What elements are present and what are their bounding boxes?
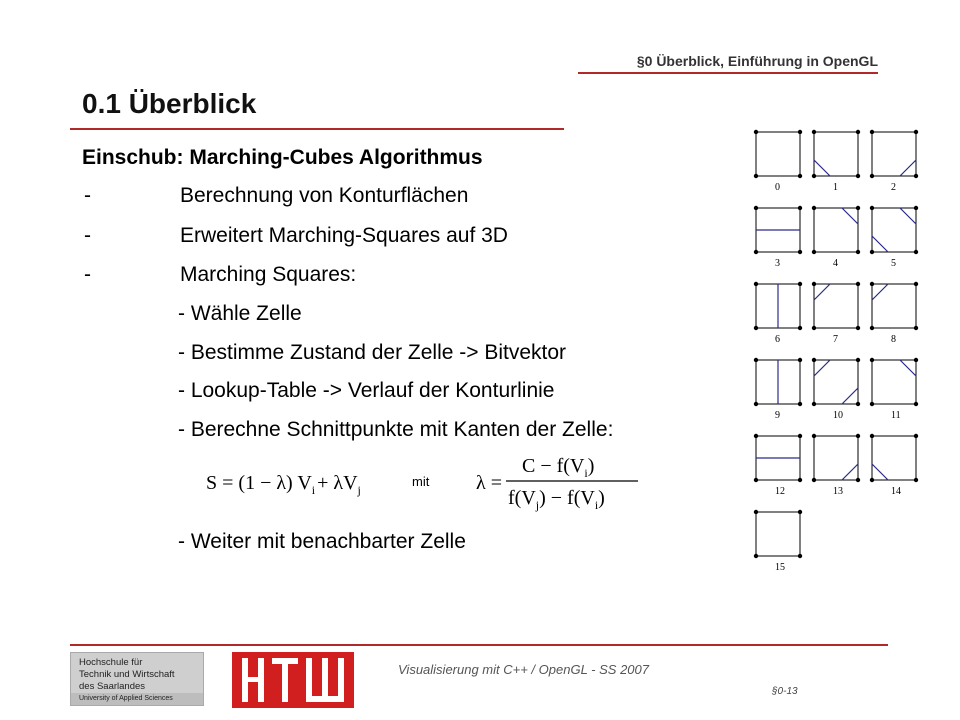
cell-vertex — [856, 326, 860, 330]
cell-vertex — [870, 174, 874, 178]
cell-vertex — [754, 358, 758, 362]
cell-vertex — [754, 174, 758, 178]
cell-square — [872, 208, 916, 252]
cell-label: 10 — [833, 410, 843, 421]
cell-vertex — [812, 478, 816, 482]
cell-label: 5 — [891, 258, 896, 269]
contour-line — [842, 464, 858, 480]
cell-vertex — [754, 282, 758, 286]
cell-case-8 — [870, 282, 918, 345]
logo-line: des Saarlandes — [79, 681, 146, 692]
cell-case-1 — [812, 130, 860, 193]
slide-title: 0.1 Überblick — [82, 88, 257, 119]
cell-label: 8 — [891, 334, 896, 345]
formula-lambda: λ = — [476, 472, 502, 494]
sub-item: - Weiter mit benachbarter Zelle — [178, 530, 466, 553]
cell-vertex — [914, 130, 918, 134]
cell-case-10 — [812, 358, 860, 421]
cell-vertex — [856, 206, 860, 210]
cell-label: 14 — [891, 486, 901, 497]
cell-vertex — [798, 510, 802, 514]
contour-line — [872, 284, 888, 300]
cell-vertex — [914, 434, 918, 438]
cell-vertex — [798, 326, 802, 330]
cell-vertex — [798, 174, 802, 178]
bullet-text: Marching Squares: — [180, 263, 357, 286]
cell-case-12 — [754, 434, 802, 497]
cell-vertex — [798, 282, 802, 286]
cell-case-4 — [812, 206, 860, 269]
cell-vertex — [856, 174, 860, 178]
cell-case-6 — [754, 282, 802, 345]
cell-square — [814, 284, 858, 328]
cell-vertex — [856, 282, 860, 286]
cell-vertex — [812, 358, 816, 362]
formula-numerator: $C - f(V_i)$ — [522, 455, 595, 480]
cell-vertex — [870, 250, 874, 254]
contour-line — [814, 360, 830, 376]
cell-square — [814, 208, 858, 252]
cell-vertex — [754, 402, 758, 406]
cell-vertex — [856, 478, 860, 482]
bullet-dash: - — [84, 184, 91, 207]
cell-label: 9 — [775, 410, 780, 421]
cell-label: 7 — [833, 334, 838, 345]
cell-label: 4 — [833, 258, 838, 269]
header-rule — [578, 72, 878, 74]
sub-item: - Bestimme Zustand der Zelle -> Bitvektor — [178, 341, 567, 364]
cell-vertex — [870, 326, 874, 330]
course-title: Visualisierung mit C++ / OpenGL - SS 2007 — [398, 662, 649, 677]
cell-vertex — [812, 206, 816, 210]
cell-vertex — [754, 250, 758, 254]
cell-vertex — [914, 478, 918, 482]
sub-item: - Lookup-Table -> Verlauf der Konturlinie — [178, 379, 555, 402]
cell-vertex — [856, 402, 860, 406]
contour-line — [842, 388, 858, 404]
cell-vertex — [798, 130, 802, 134]
cell-vertex — [856, 434, 860, 438]
cell-square — [814, 132, 858, 176]
cell-vertex — [856, 130, 860, 134]
cell-vertex — [914, 174, 918, 178]
cell-square — [872, 132, 916, 176]
contour-line — [900, 160, 916, 176]
page-number: §0-13 — [772, 686, 798, 697]
logo-line: Hochschule für — [79, 657, 143, 668]
bullet-dash: - — [84, 263, 91, 286]
cell-vertex — [798, 434, 802, 438]
cell-label: 13 — [833, 486, 843, 497]
cell-square — [814, 360, 858, 404]
formula-mit: mit — [412, 474, 430, 489]
cell-square — [872, 436, 916, 480]
cell-vertex — [812, 282, 816, 286]
cell-vertex — [856, 250, 860, 254]
cell-vertex — [754, 478, 758, 482]
cell-vertex — [754, 130, 758, 134]
marching-squares-table — [740, 122, 930, 582]
cell-case-9 — [754, 358, 802, 421]
cell-square — [756, 512, 800, 556]
cell-vertex — [870, 478, 874, 482]
cell-vertex — [754, 554, 758, 558]
cell-vertex — [798, 478, 802, 482]
cell-vertex — [914, 358, 918, 362]
cell-vertex — [812, 250, 816, 254]
contour-line — [814, 284, 830, 300]
htw-logo — [232, 652, 354, 708]
contour-line — [814, 160, 830, 176]
cell-case-3 — [754, 206, 802, 269]
logo-line: Technik und Wirtschaft — [79, 669, 175, 680]
cell-case-11 — [870, 358, 918, 421]
cell-vertex — [754, 510, 758, 514]
cell-vertex — [754, 326, 758, 330]
cell-vertex — [798, 402, 802, 406]
chapter-title: §0 Überblick, Einführung in OpenGL — [636, 53, 878, 69]
title-rule — [70, 128, 564, 130]
cell-vertex — [798, 206, 802, 210]
footer-rule — [70, 644, 888, 646]
cell-label: 12 — [775, 486, 785, 497]
interpolation-formula — [200, 450, 660, 520]
formula-denominator: $f(V_j) - f(V_i)$ — [508, 487, 605, 512]
cell-vertex — [798, 358, 802, 362]
cell-label: 1 — [833, 182, 838, 193]
cell-vertex — [798, 554, 802, 558]
cell-square — [872, 284, 916, 328]
bullet-text: Berechnung von Konturflächen — [180, 184, 469, 207]
cell-case-2 — [870, 130, 918, 193]
cell-label: 6 — [775, 334, 780, 345]
bullet-text: Erweitert Marching-Squares auf 3D — [180, 224, 508, 247]
cell-vertex — [870, 402, 874, 406]
sub-item: - Wähle Zelle — [178, 302, 302, 325]
cell-case-7 — [812, 282, 860, 345]
hochschule-logo — [70, 652, 204, 706]
cell-vertex — [798, 250, 802, 254]
cell-vertex — [856, 358, 860, 362]
cell-vertex — [870, 282, 874, 286]
cell-vertex — [754, 434, 758, 438]
cell-vertex — [812, 174, 816, 178]
cell-vertex — [870, 130, 874, 134]
cell-vertex — [870, 206, 874, 210]
cell-case-15 — [754, 510, 802, 573]
cell-label: 2 — [891, 182, 896, 193]
cell-vertex — [870, 434, 874, 438]
cell-vertex — [812, 130, 816, 134]
cell-label: 3 — [775, 258, 780, 269]
cell-vertex — [914, 282, 918, 286]
cell-label: 0 — [775, 182, 780, 193]
cell-vertex — [914, 402, 918, 406]
contour-line — [872, 464, 888, 480]
cell-case-13 — [812, 434, 860, 497]
contour-line — [900, 208, 916, 224]
cell-vertex — [914, 250, 918, 254]
contour-line — [872, 236, 888, 252]
cell-square — [756, 132, 800, 176]
cell-label: 11 — [891, 410, 901, 421]
cell-vertex — [812, 434, 816, 438]
cell-vertex — [914, 326, 918, 330]
cell-vertex — [914, 206, 918, 210]
contour-line — [842, 208, 858, 224]
sub-item: - Berechne Schnittpunkte mit Kanten der Zelle: — [178, 418, 614, 441]
bullet-dash: - — [84, 224, 91, 247]
cell-vertex — [812, 326, 816, 330]
cell-square — [814, 436, 858, 480]
cell-case-14 — [870, 434, 918, 497]
cell-case-0 — [754, 130, 802, 193]
section-heading: Einschub: Marching-Cubes Algorithmus — [82, 146, 483, 169]
cell-vertex — [870, 358, 874, 362]
cell-case-5 — [870, 206, 918, 269]
formula-lhs: S = (1 − λ) $V_i + \lambda V_j$ — [206, 472, 361, 497]
cell-square — [872, 360, 916, 404]
cell-vertex — [754, 206, 758, 210]
logo-footer: University of Applied Sciences — [71, 693, 203, 705]
cell-vertex — [812, 402, 816, 406]
cell-label: 15 — [775, 562, 785, 573]
contour-line — [900, 360, 916, 376]
